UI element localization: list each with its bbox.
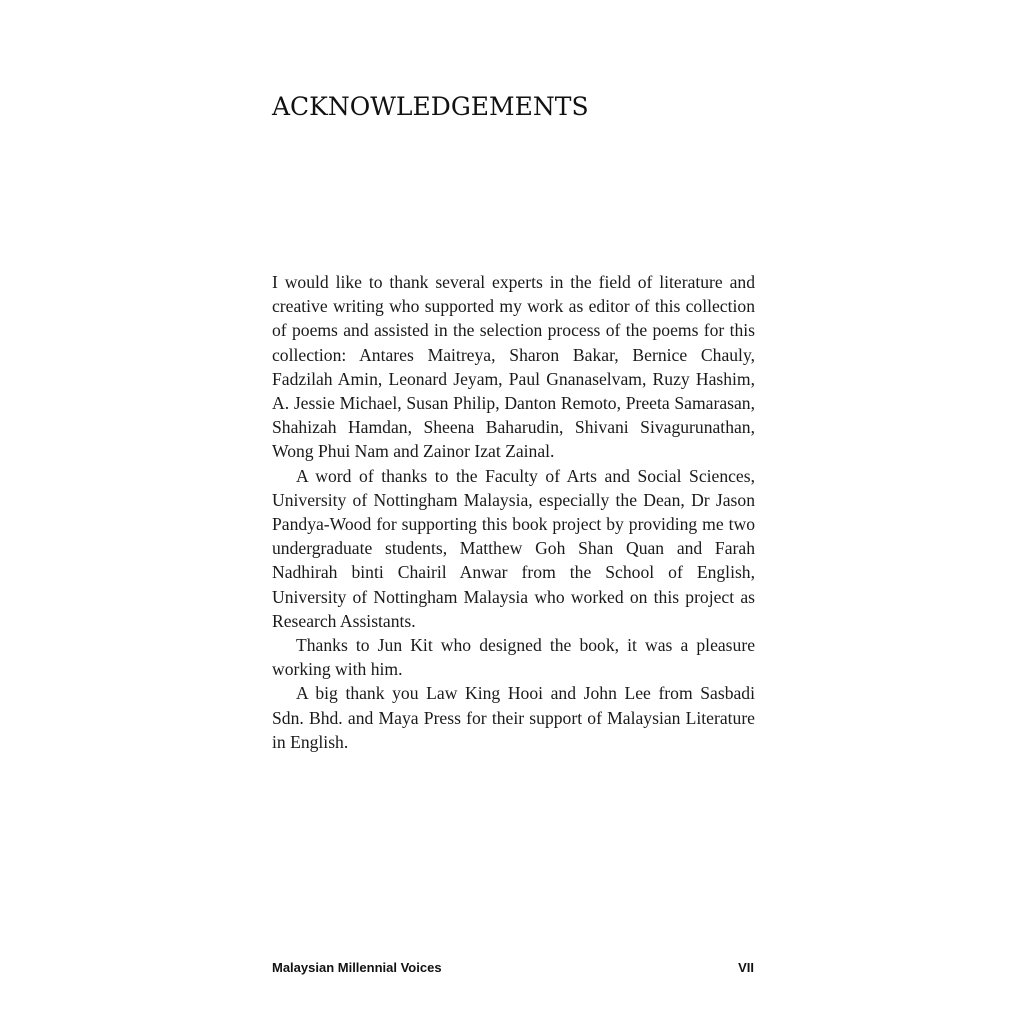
acknowledgements-body [272,270,755,754]
paragraph-designer: Thanks to Jun Kit who designed the book, it was a pleasure working with him. [272,635,755,680]
footer-page-number: VII [738,960,754,975]
paragraph-faculty: A word of thanks to the Faculty of Arts and Social Sciences, University of Nottingham Malaysia, especially the Dean, Dr Jason Pandya-Wood for supporting this book project by providing me two undergraduate students, Matthew Goh Shan Quan and Farah Nadhirah binti Chairil Anwar from the School of English, University of Nottingham Malaysia who worked on this project as Research Assistants. [272,465,755,631]
footer-book-title: Malaysian Millennial Voices [272,960,442,975]
paragraph-experts: I would like to thank several experts in the field of literature and creative writing who supported my work as editor of this collection of poems and assisted in the selection process of the poems for this collection: Antares Maitreya, Sharon Bakar, Bernice Chauly, Fadzilah Amin, Leonard Jeyam, Paul Gnanaselvam, Ruzy Hashim, A. Jessie Michael, Susan Philip, Danton Remoto, Preeta Samarasan, Shahizah Hamdan, Sheena Baharudin, Shivani Sivagurunathan, Wong Phui Nam and Zainor Izat Zainal. [272,272,755,462]
page-heading: ACKNOWLEDGEMENTS [272,92,589,121]
paragraph-publisher: A big thank you Law King Hooi and John Lee from Sasbadi Sdn. Bhd. and Maya Press for their support of Malaysian Literature in English. [272,683,755,752]
